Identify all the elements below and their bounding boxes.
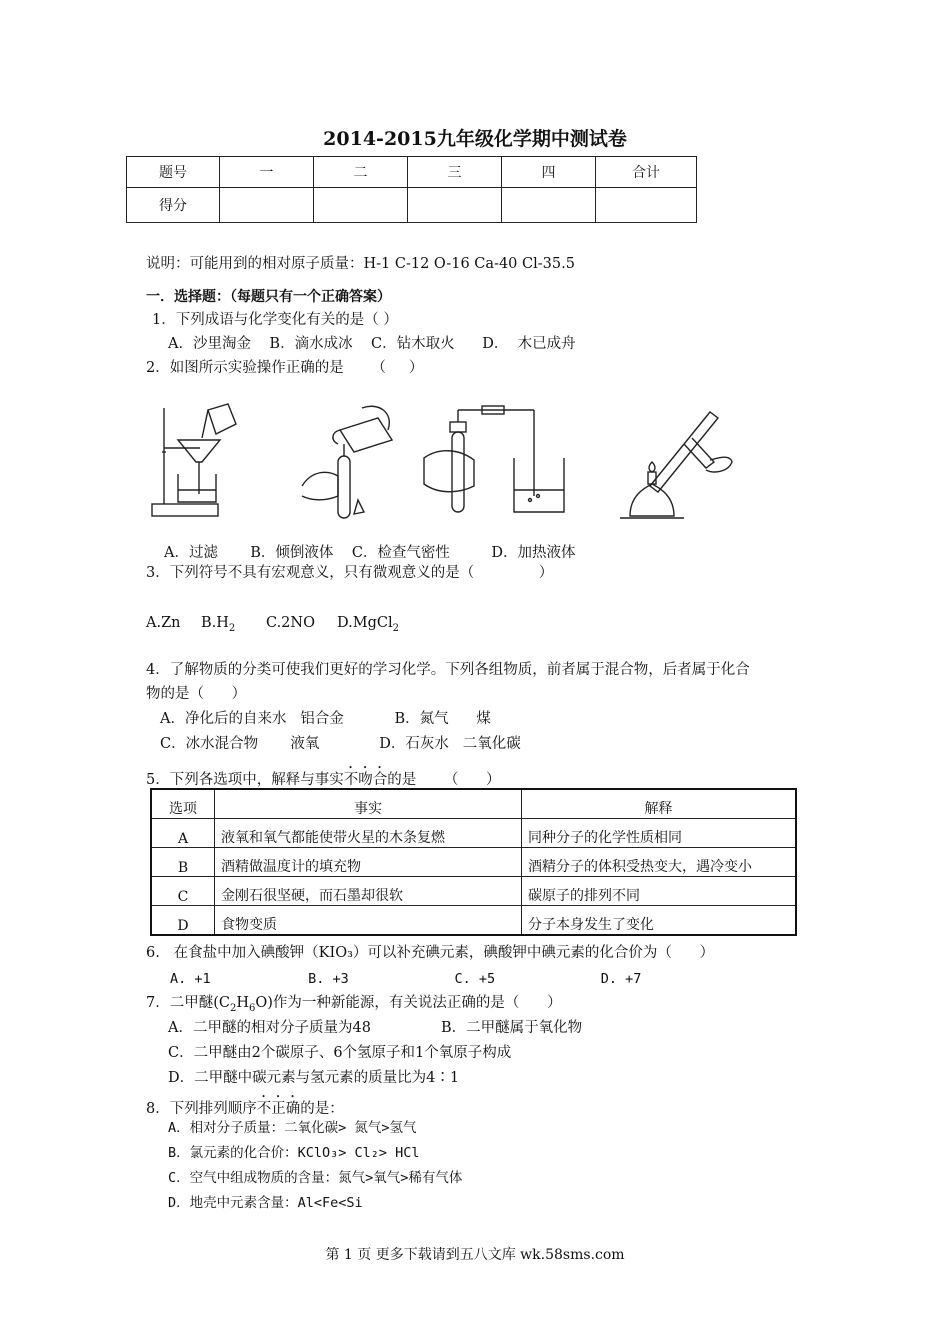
question-3-option-a: A.Zn [146, 615, 181, 631]
table-cell-option: B [151, 848, 215, 877]
question-5-stem: 5．下列各选项中，解释与事实不吻合的是 （ ） [146, 772, 501, 788]
table-header-cell: 四 [502, 157, 596, 188]
table-row [151, 819, 796, 848]
table-header-cell: 一 [220, 157, 314, 188]
table-cell-explanation: 酒精分子的体积受热变大，遇冷变小 [522, 848, 797, 877]
note: 说明：可能用到的相对原子质量：H-1 C-12 O-16 Ca-40 Cl-35.5 [146, 256, 575, 272]
heating-liquid-figure [614, 400, 738, 522]
table-cell-option: A [151, 819, 215, 848]
pouring-liquid-figure [298, 400, 396, 522]
table-header-cell: 事实 [215, 789, 522, 819]
score-cell [220, 188, 314, 223]
question-2-options: A．过滤 B．倾倒液体 C．检查气密性 D．加热液体 [164, 545, 576, 561]
question-8-option-b: B．氯元素的化合价：KClO₃> Cl₂> HCl [168, 1145, 420, 1161]
table-row-label: 得分 [127, 188, 220, 223]
page-title: 2014-2015九年级化学期中测试卷 [323, 128, 627, 150]
table-row [151, 877, 796, 906]
table-row [127, 188, 697, 223]
question-5-table [150, 788, 797, 936]
table-header-cell: 合计 [596, 157, 697, 188]
question-3-stem: 3．下列符号不具有宏观意义，只有微观意义的是（ ） [146, 565, 554, 581]
question-1-stem: 1．下列成语与化学变化有关的是（ ） [152, 312, 398, 328]
score-cell [314, 188, 408, 223]
question-4-stem: 4．了解物质的分类可使我们更好的学习化学。下列各组物质，前者属于混合物，后者属于化合 [146, 662, 750, 678]
question-3-option-b: $B.H_2$ [201, 615, 236, 634]
page-footer: 第 1 页 更多下载请到五八文库 wk.58sms.com [325, 1247, 625, 1263]
score-cell [596, 188, 697, 223]
table-cell-fact: 液氧和氧气都能使带火星的木条复燃 [215, 819, 522, 848]
question-2-stem: 2．如图所示实验操作正确的是 （ ） [146, 360, 424, 376]
table-header-cell: 题号 [127, 157, 220, 188]
table-cell-explanation: 碳原子的排列不同 [522, 877, 797, 906]
question-8-stem: 8．下列排列顺序不正确的是： [146, 1101, 344, 1117]
table-header-cell: 选项 [151, 789, 215, 819]
table-header-cell: 二 [314, 157, 408, 188]
filtration-apparatus-figure [150, 400, 245, 522]
table-cell-fact: 酒精做温度计的填充物 [215, 848, 522, 877]
table-row [127, 157, 697, 188]
question-1-options: A．沙里淘金 B．滴水成冰 C．钻木取火 D． 木已成舟 [168, 336, 576, 352]
question-4-options-cont: C．冰水混合物 液氧 D．石灰水 二氧化碳 [160, 736, 521, 752]
question-8-option-a: A．相对分子质量：二氧化碳> 氮气>氢气 [168, 1120, 417, 1136]
table-header-cell: 三 [408, 157, 502, 188]
airtightness-check-figure [418, 400, 568, 522]
score-table [126, 156, 697, 223]
question-8-option-d: D．地壳中元素含量：Al<Fe<Si [168, 1195, 363, 1211]
table-cell-explanation: 分子本身发生了变化 [522, 906, 797, 936]
table-row [151, 906, 796, 936]
question-3-option-c: C.2NO [266, 615, 315, 631]
question-7-option-c: C．二甲醚由2个碳原子、6个氢原子和1个氧原子构成 [168, 1045, 512, 1061]
section-heading: 一．选择题：（每题只有一个正确答案） [146, 289, 391, 305]
question-8-option-c: C．空气中组成物质的含量：氮气>氧气>稀有气体 [168, 1170, 463, 1186]
question-4-stem-cont: 物的是（ ） [146, 686, 247, 702]
question-7-option-a: A．二甲醚的相对分子质量为48 [168, 1020, 371, 1036]
table-row [151, 848, 796, 877]
score-cell [408, 188, 502, 223]
table-cell-explanation: 同种分子的化学性质相同 [522, 819, 797, 848]
question-3-option-d: D.MgCl$_2$ [337, 615, 399, 634]
table-cell-option: D [151, 906, 215, 936]
table-row [151, 789, 796, 819]
table-cell-fact: 食物变质 [215, 906, 522, 936]
question-4-options: A．净化后的自来水 铝合金 B．氮气 煤 [160, 711, 491, 727]
question-7-stem: 7．二甲醚$(C_2H_6O)$作为一种新能源，有关说法正确的是（ ） [146, 995, 562, 1014]
table-cell-option: C [151, 877, 215, 906]
question-7-option-d: D．二甲醚中碳元素与氢元素的质量比为4∶1 [168, 1070, 460, 1086]
table-header-cell: 解释 [522, 789, 797, 819]
score-cell [502, 188, 596, 223]
table-cell-fact: 金刚石很坚硬，而石墨却很软 [215, 877, 522, 906]
question-6-options: A. +1 B. +3 C. +5 D. +7 [170, 971, 642, 987]
question-6-stem: 6. 在食盐中加入碘酸钾（KIO₃）可以补充碘元素，碘酸钾中碘元素的化合价为（ ） [146, 945, 715, 961]
question-7-option-b: B．二甲醚属于氧化物 [441, 1020, 583, 1036]
